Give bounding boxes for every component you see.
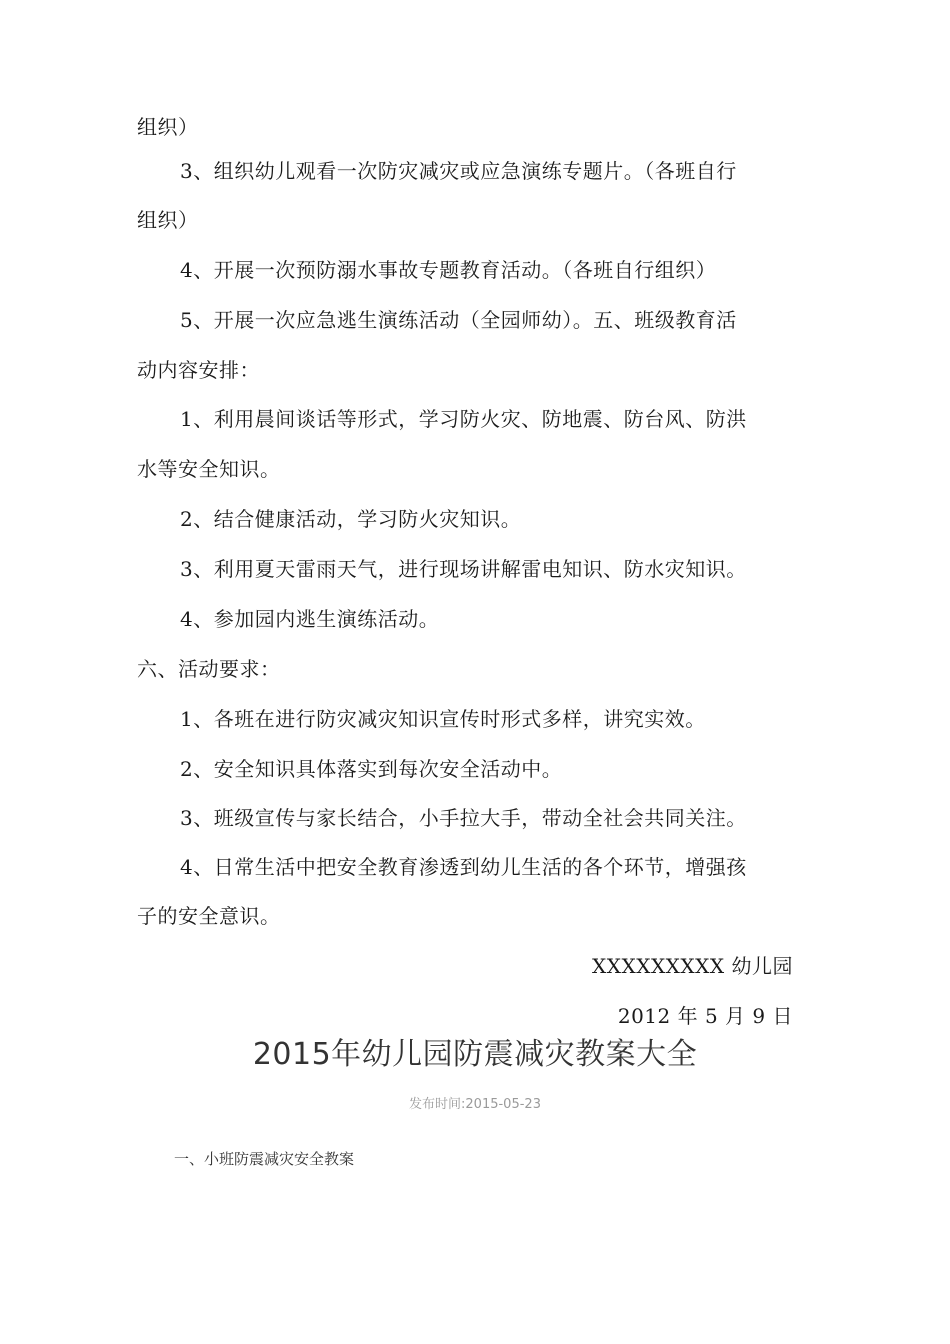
- paragraph-line: 2、安全知识具体落实到每次安全活动中。: [180, 757, 563, 781]
- paragraph-line: 4、日常生活中把安全教育渗透到幼儿生活的各个环节，增强孩: [180, 855, 747, 879]
- paragraph-line: 4、开展一次预防溺水事故专题教育活动。（各班自行组织）: [180, 258, 717, 282]
- paragraph-line: 组织）: [137, 115, 199, 139]
- article-title: 2015年幼儿园防震减灾教案大全: [252, 1037, 698, 1072]
- section-heading: 六、活动要求：: [137, 657, 281, 681]
- paragraph-line: 3、班级宣传与家长结合，小手拉大手，带动全社会共同关注。: [180, 806, 747, 830]
- paragraph-line: 1、各班在进行防灾减灾知识宣传时形式多样，讲究实效。: [180, 707, 706, 731]
- paragraph-line: 组织）: [137, 208, 199, 232]
- document-date: 2012 年 5 月 9 日: [617, 1004, 793, 1028]
- paragraph-line: 1、利用晨间谈话等形式，学习防火灾、防地震、防台风、防洪: [180, 407, 747, 431]
- paragraph-line: 3、组织幼儿观看一次防灾减灾或应急演练专题片。（各班自行: [180, 159, 737, 183]
- paragraph-line: 2、结合健康活动，学习防火灾知识。: [180, 507, 522, 531]
- paragraph-line: 5、开展一次应急逃生演练活动（全园师幼）。五、班级教育活: [180, 308, 737, 332]
- article-section-heading: 一、小班防震减灾安全教案: [174, 1150, 355, 1168]
- paragraph-line: 动内容安排：: [137, 358, 260, 382]
- paragraph-line: 水等安全知识。: [137, 457, 281, 481]
- paragraph-line: 4、参加园内逃生演练活动。: [180, 607, 440, 631]
- paragraph-line: 子的安全意识。: [137, 904, 281, 928]
- paragraph-line: 3、利用夏天雷雨天气，进行现场讲解雷电知识、防水灾知识。: [180, 557, 747, 581]
- signature: XXXXXXXXX 幼儿园: [591, 954, 793, 978]
- publish-time: 发布时间:2015-05-23: [409, 1097, 541, 1112]
